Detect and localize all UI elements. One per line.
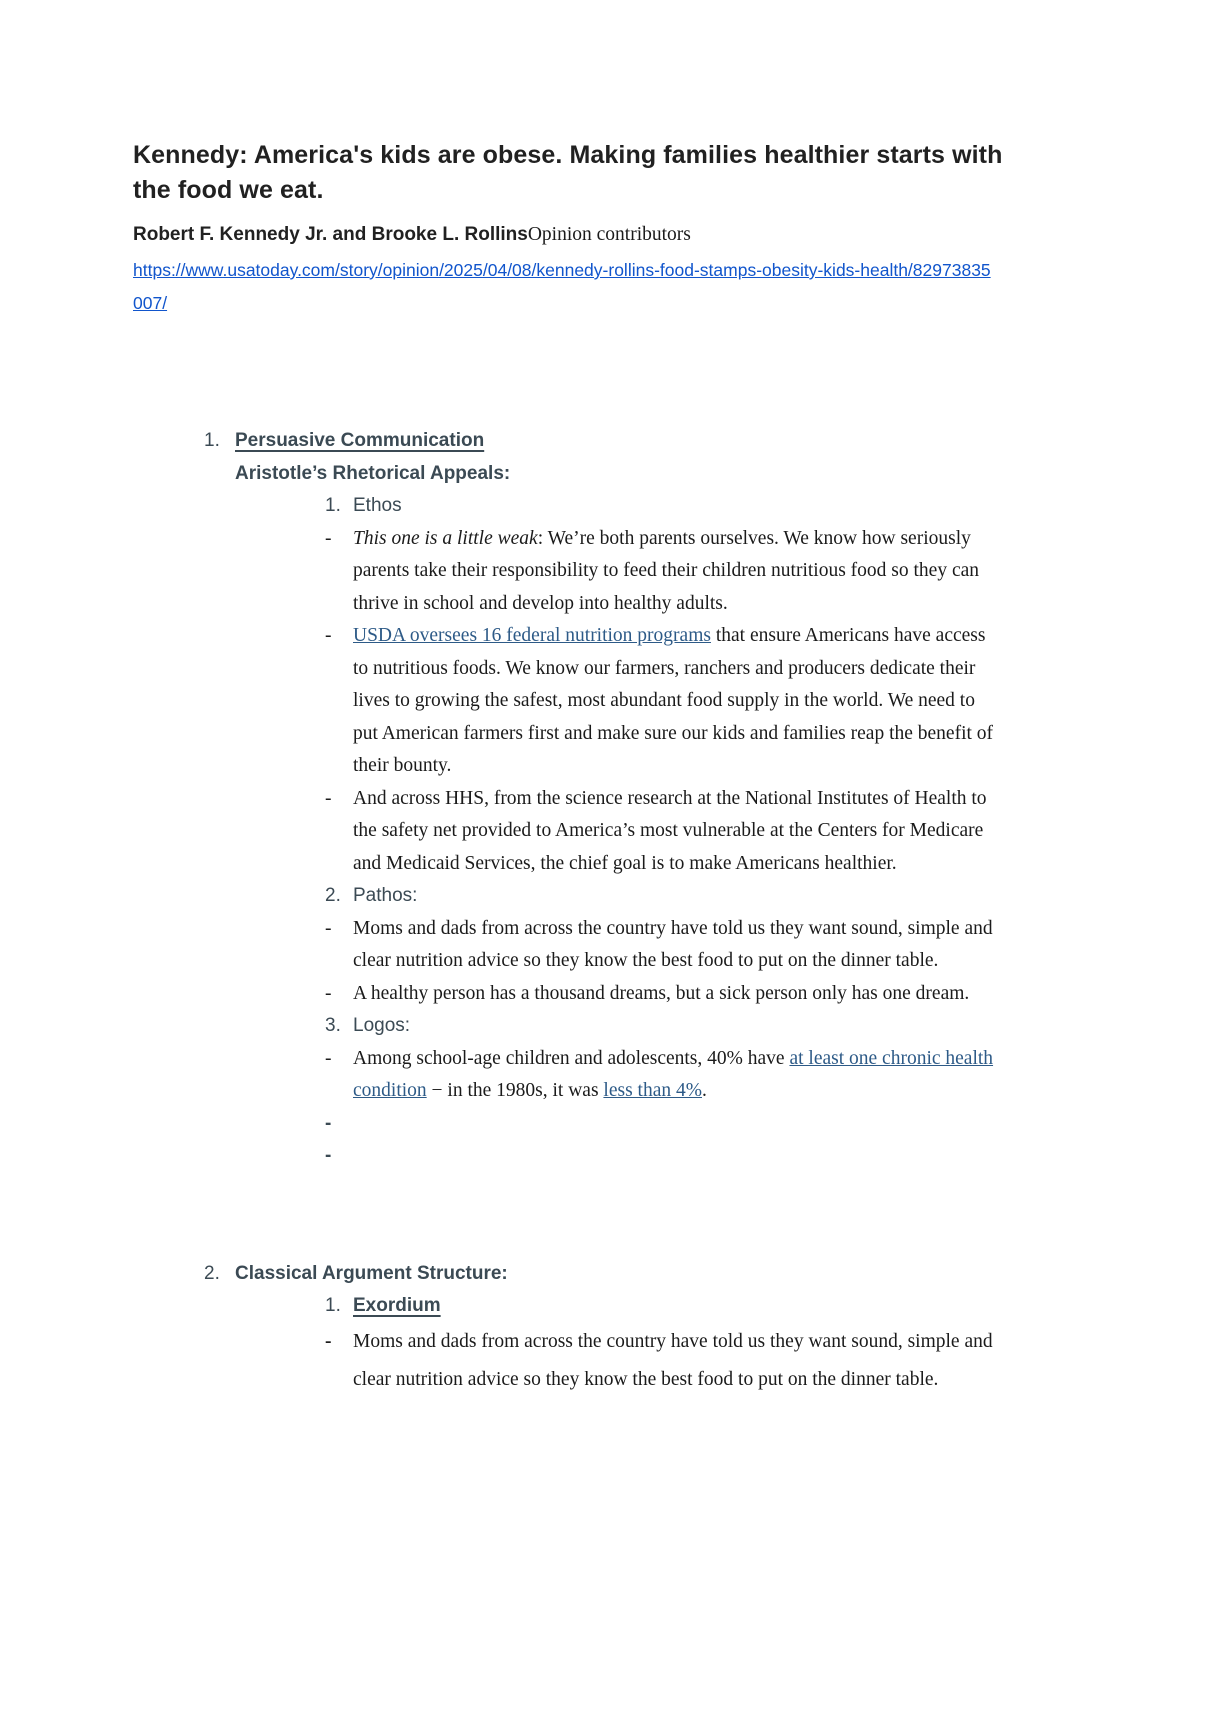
- italic-lead: This one is a little weak: [353, 527, 538, 549]
- bullet-empty-1: [133, 1108, 1215, 1141]
- bullet-ethos-2: [133, 620, 1215, 783]
- byline-contributors: Opinion contributors: [527, 224, 691, 245]
- bullet-text: A healthy person has a thousand dreams, but a sick person only has one dream.: [353, 982, 970, 1004]
- empty-bullet: [353, 1108, 998, 1141]
- byline-authors: Robert F. Kennedy Jr. and Brooke L. Rollins: [133, 224, 528, 245]
- dash-marker: -: [325, 625, 332, 646]
- bullet-exordium-1: [133, 1323, 1215, 1399]
- list-marker: 2.: [325, 885, 341, 906]
- label-logos: Logos:: [353, 1015, 411, 1036]
- bullet-text-rest: that ensure Americans have access to nutritious foods. We know our farmers, ranchers and producers dedicate their lives to growing the safest, most abundant food supply in the world. We need to put American farmers first and make sure our kids and families reap the benefit of their bounty.: [353, 625, 994, 776]
- bullet-text: [353, 620, 998, 783]
- subitem-pathos: [133, 880, 1215, 913]
- dash-marker: -: [325, 787, 332, 809]
- subitem-exordium: [133, 1290, 1215, 1323]
- dash-marker: -: [325, 1330, 332, 1352]
- list-marker: 2.: [204, 1262, 220, 1284]
- bullet-text: Moms and dads from across the country have told us they want sound, simple and clear nutrition advice so they know the best food to put on the dinner table.: [353, 917, 993, 971]
- bullet-pathos-1: [133, 913, 1215, 978]
- dash-marker: -: [325, 1112, 332, 1134]
- bullet-logos-1: [133, 1043, 1215, 1108]
- heading-row-classical: [133, 1258, 1215, 1291]
- dash-marker: -: [325, 527, 332, 549]
- bullet-text-mid: − in the 1980s, it was: [426, 1080, 604, 1101]
- list-marker: 1.: [204, 430, 220, 451]
- dash-marker: -: [325, 982, 332, 1004]
- section-persuasive-communication: [133, 425, 1215, 1173]
- bullet-text: And across HHS, from the science research at the National Institutes of Health to the safety net provided to America’s most vulnerable at the Centers for Medicare and Medicaid Services, the chief goal is to make Americans healthier.: [353, 787, 987, 874]
- heading-row-persuasive: [133, 425, 1215, 490]
- bullet-text-rest: : We’re both parents ourselves. We know how seriously parents take their responsibility to feed their children nutritious food so they can thrive in school and develop into healthy adults.: [353, 527, 979, 614]
- heading-persuasive-communication: Persuasive Communication: [235, 430, 485, 451]
- dash-marker: -: [325, 917, 332, 939]
- bullet-empty-2: [133, 1140, 1215, 1173]
- heading-rhetorical-appeals: Aristotle’s Rhetorical Appeals:: [235, 462, 511, 484]
- label-pathos: Pathos:: [353, 885, 418, 906]
- bullet-text-post: .: [702, 1080, 707, 1101]
- bullet-pathos-2: [133, 978, 1215, 1011]
- bullet-ethos-3: [133, 783, 1215, 881]
- section-classical-argument: [133, 1258, 1215, 1399]
- bullet-text: [353, 1043, 998, 1108]
- list-marker: 3.: [325, 1015, 341, 1036]
- heading-classical-argument: Classical Argument Structure:: [235, 1262, 508, 1284]
- bullet-text-pre: Among school-age children and adolescents, 40% have: [353, 1047, 790, 1069]
- label-ethos: Ethos: [353, 495, 402, 516]
- less-than-4-link[interactable]: less than 4%: [603, 1080, 702, 1101]
- empty-bullet: [353, 1140, 998, 1173]
- list-marker: 1.: [325, 1295, 341, 1316]
- list-marker: 1.: [325, 495, 341, 516]
- label-exordium: Exordium: [353, 1295, 441, 1316]
- dash-marker: -: [325, 1145, 332, 1166]
- bullet-text: Moms and dads from across the country have told us they want sound, simple and clear nutrition advice so they know the best food to put on the dinner table.: [353, 1330, 993, 1390]
- chronic-condition-link[interactable]: at least one chronic health condition: [353, 1047, 994, 1101]
- bullet-text: [353, 523, 998, 621]
- dash-marker: -: [325, 1047, 332, 1069]
- document-title: Kennedy: America's kids are obese. Making families healthier starts with the food we eat.: [133, 141, 1003, 204]
- subitem-logos: [133, 1010, 1215, 1043]
- heading-group: [235, 425, 510, 490]
- usda-programs-link[interactable]: USDA oversees 16 federal nutrition programs: [353, 625, 711, 646]
- subitem-ethos: [133, 490, 1215, 523]
- bullet-ethos-1: [133, 523, 1215, 621]
- byline: [133, 222, 1215, 248]
- article-url-link[interactable]: https://www.usatoday.com/story/opinion/2025/04/08/kennedy-rollins-food-stamps-obesity-kids-health/82973835007/: [133, 260, 991, 313]
